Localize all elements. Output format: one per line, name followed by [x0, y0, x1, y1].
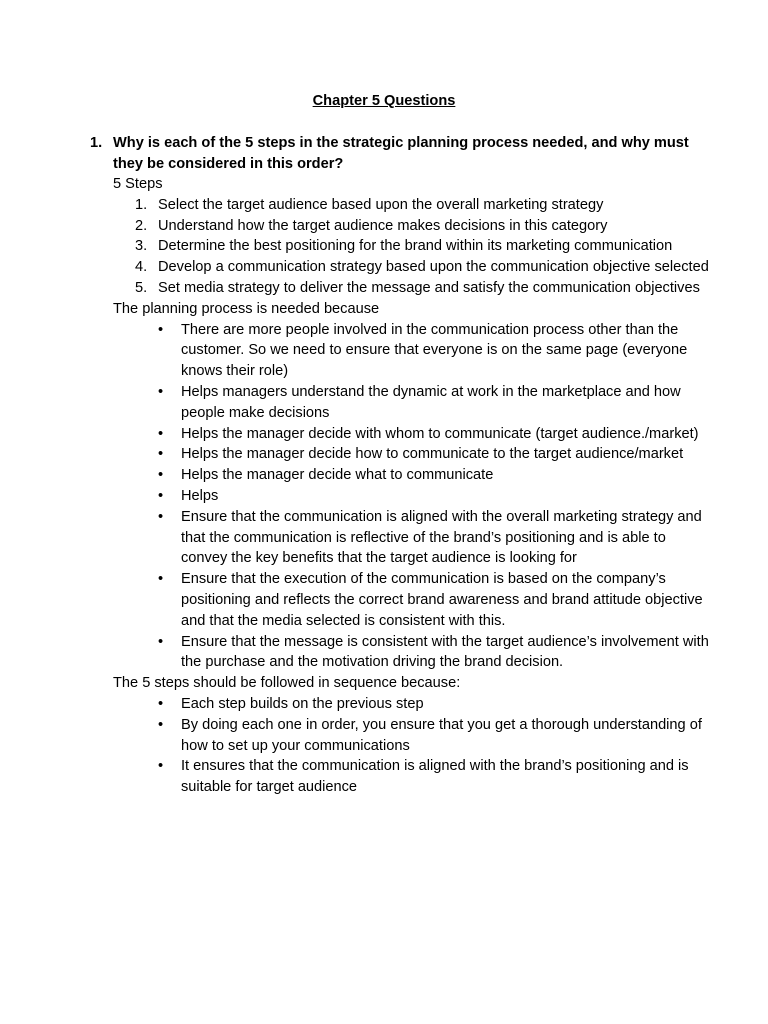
list-item: [113, 236, 713, 257]
bullet-item: [113, 715, 713, 757]
bullet-icon: •: [158, 467, 164, 484]
bullet-icon: •: [158, 446, 164, 463]
bullet-item: [113, 694, 713, 715]
bullet-icon: •: [158, 716, 164, 733]
bullet-icon: •: [158, 321, 164, 338]
bullet-icon: •: [158, 633, 164, 650]
bullet-text: Helps: [181, 487, 219, 504]
bullet-text: Helps the manager decide with whom to communicate (target audience./market): [181, 425, 699, 442]
question-number: 1.: [90, 135, 103, 151]
bullet-icon: •: [158, 758, 164, 775]
steps-heading: 5 Steps: [113, 176, 163, 192]
bullet-text: Ensure that the message is consistent with the target audience’s involvement with the purchase and the motivation driving the brand decision.: [181, 633, 709, 671]
bullet-item: [113, 424, 713, 445]
bullet-item: [113, 569, 713, 631]
bullet-text: It ensures that the communication is aligned with the brand’s positioning and is suitable for target audience: [181, 758, 689, 796]
bullet-item: [113, 320, 713, 382]
list-number: 1.: [135, 196, 148, 213]
bullet-icon: •: [158, 508, 164, 525]
list-text: Select the target audience based upon the overall marketing strategy: [158, 196, 604, 213]
list-number: 5.: [135, 279, 148, 296]
bullet-icon: •: [158, 571, 164, 588]
list-number: 2.: [135, 217, 148, 234]
page-title: Chapter 5 Questions: [312, 93, 456, 109]
bullet-text: Helps the manager decide what to communicate: [181, 467, 494, 484]
list-text: Understand how the target audience makes decisions in this category: [158, 217, 608, 234]
list-item: [113, 195, 713, 216]
bullet-icon: •: [158, 487, 164, 504]
bullet-text: Ensure that the execution of the communication is based on the company’s positioning and reflects the correct brand awareness and brand attitude objective and that the media selected is consistent with this.: [181, 571, 703, 629]
bullet-item: [113, 507, 713, 569]
bullet-item: [113, 756, 713, 798]
list-text: Set media strategy to deliver the message and satisfy the communication objectives: [158, 279, 700, 296]
list-item: [113, 257, 713, 278]
list-text: Determine the best positioning for the brand within its marketing communication: [158, 238, 673, 255]
bullet-icon: •: [158, 383, 164, 400]
bullet-text: Ensure that the communication is aligned with the overall marketing strategy and that the communication is reflective of the brand’s positioning and is able to convey the key benefits that the target audience is looking for: [181, 508, 702, 567]
list-number: 4.: [135, 259, 148, 276]
list-item: [113, 278, 713, 299]
bullet-text: By doing each one in order, you ensure that you get a thorough understanding of how to set up your communications: [181, 716, 702, 754]
bullet-item: [113, 382, 713, 424]
sequence-bullets: [113, 694, 713, 798]
bullet-text: There are more people involved in the communication process other than the customer. So we need to ensure that everyone is on the same page (everyone knows their role): [181, 321, 688, 380]
steps-list: [113, 195, 713, 299]
answer-body: [113, 174, 713, 798]
bullet-icon: •: [158, 695, 164, 712]
list-item: [113, 216, 713, 237]
bullet-text: Helps managers understand the dynamic at work in the marketplace and how people make decisions: [181, 383, 681, 421]
sequence-heading: The 5 steps should be followed in sequence because:: [113, 675, 461, 692]
bullet-item: [113, 632, 713, 674]
bullet-item: [113, 486, 713, 507]
bullet-item: [113, 444, 713, 465]
list-number: 3.: [135, 238, 148, 255]
bullet-text: Each step builds on the previous step: [181, 695, 424, 712]
question-1: [90, 133, 690, 175]
bullet-icon: •: [158, 425, 164, 442]
bullet-item: [113, 465, 713, 486]
list-text: Develop a communication strategy based upon the communication objective selected: [158, 259, 709, 276]
bullet-text: Helps the manager decide how to communicate to the target audience/market: [181, 446, 684, 463]
question-text: Why is each of the 5 steps in the strategic planning process needed, and why must they be considered in this order?: [113, 135, 689, 172]
process-bullets: [113, 320, 713, 674]
process-heading: The planning process is needed because: [113, 300, 380, 317]
